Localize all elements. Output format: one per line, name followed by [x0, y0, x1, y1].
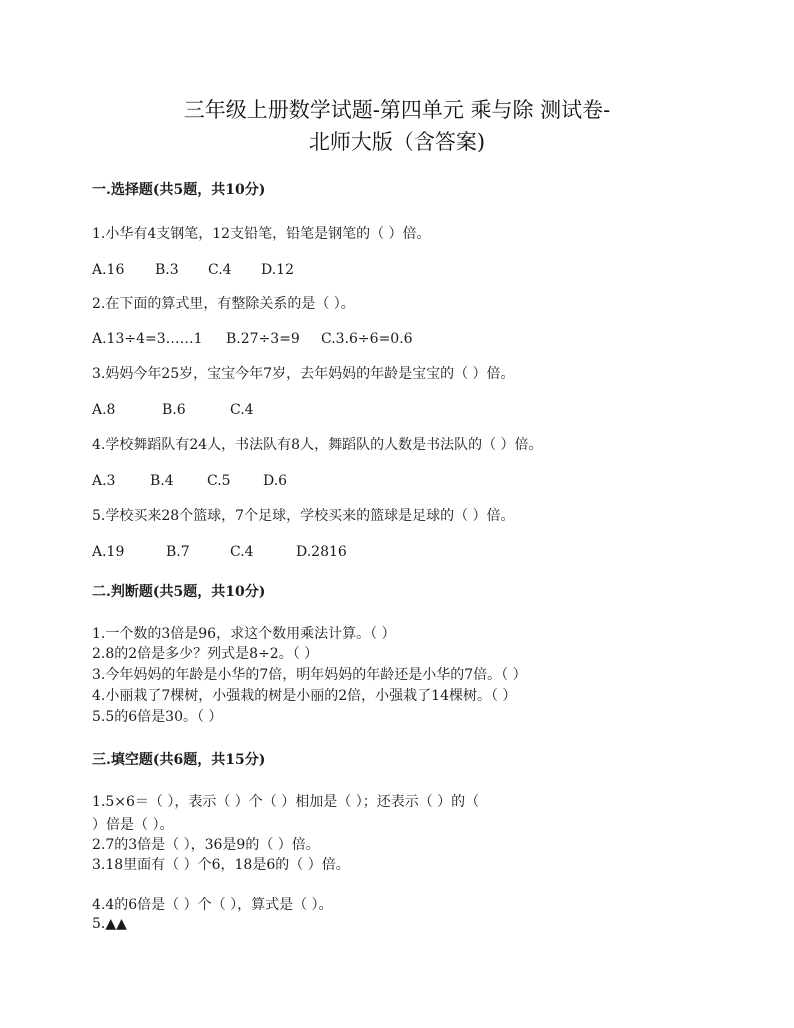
choice-options-1 [92, 260, 294, 280]
section-heading-choice: 一.选择题(共5题，共10分) [92, 182, 266, 198]
choice-question-4: 4.学校舞蹈队有24人，书法队有8人，舞蹈队的人数是书法队的（ ）倍。 [92, 437, 543, 453]
fill-item-1-continued: ）倍是（ ）。 [92, 817, 174, 833]
option-a: A.8 [92, 402, 116, 418]
document-title-line-1: 三年级上册数学试题-第四单元 乘与除 测试卷- [183, 98, 611, 122]
option-c: C.5 [207, 473, 231, 489]
fill-item-5: 5.▲▲ [92, 916, 127, 932]
document-title-line-2: 北师大版（含答案) [308, 130, 486, 154]
judge-item-4: 4.小丽栽了7棵树，小强栽的树是小丽的2倍，小强栽了14棵树。（ ） [92, 688, 517, 704]
choice-question-3: 3.妈妈今年25岁，宝宝今年7岁，去年妈妈的年龄是宝宝的（ ）倍。 [92, 366, 515, 382]
option-a: A.19 [92, 544, 125, 560]
option-d: D.6 [263, 473, 288, 489]
judge-item-1: 1.一个数的3倍是96，求这个数用乘法计算。（ ） [92, 626, 396, 642]
option-b: B.3 [155, 262, 179, 278]
choice-options-4 [92, 471, 287, 491]
option-b: B.6 [162, 402, 186, 418]
fill-item-3: 3.18里面有（ ）个6，18是6的（ ）倍。 [92, 857, 350, 873]
choice-options-3 [92, 400, 254, 420]
option-b: B.4 [150, 473, 174, 489]
option-c: C.4 [208, 262, 232, 278]
judge-item-5: 5.5的6倍是30。（ ） [92, 709, 223, 725]
choice-question-2: 2.在下面的算式里，有整除关系的是（ ）。 [92, 296, 355, 312]
section-heading-fill: 三.填空题(共6题，共15分) [92, 752, 266, 768]
option-a: A.13÷4=3……1 [92, 331, 203, 347]
choice-options-2 [92, 329, 413, 349]
choice-question-1: 1.小华有4支钢笔，12支铅笔，铅笔是钢笔的（ ）倍。 [92, 226, 431, 242]
fill-item-4: 4.4的6倍是（ ）个（ ），算式是（ ）。 [92, 897, 333, 913]
option-a: A.3 [92, 473, 116, 489]
fill-item-2: 2.7的3倍是（ ），36是9的（ ）倍。 [92, 837, 320, 853]
fill-item-1: 1.5×6＝（ ），表示（ ）个（ ）相加是（ ）；还表示（ ）的（ [92, 794, 480, 810]
option-b: B.27÷3=9 [226, 331, 300, 347]
choice-options-5 [92, 542, 347, 562]
choice-question-5: 5.学校买来28个篮球，7个足球，学校买来的篮球是足球的（ ）倍。 [92, 508, 515, 524]
option-c: C.4 [230, 544, 254, 560]
option-b: B.7 [166, 544, 190, 560]
option-a: A.16 [92, 262, 125, 278]
option-c: C.3.6÷6=0.6 [321, 331, 413, 347]
option-d: D.2816 [296, 544, 347, 560]
judge-item-2: 2.8的2倍是多少？列式是8÷2。（ ） [92, 646, 319, 662]
option-c: C.4 [230, 402, 254, 418]
judge-item-3: 3.今年妈妈的年龄是小华的7倍，明年妈妈的年龄还是小华的7倍。（ ） [92, 667, 527, 683]
section-heading-judge: 二.判断题(共5题，共10分) [92, 584, 266, 600]
option-d: D.12 [261, 262, 294, 278]
